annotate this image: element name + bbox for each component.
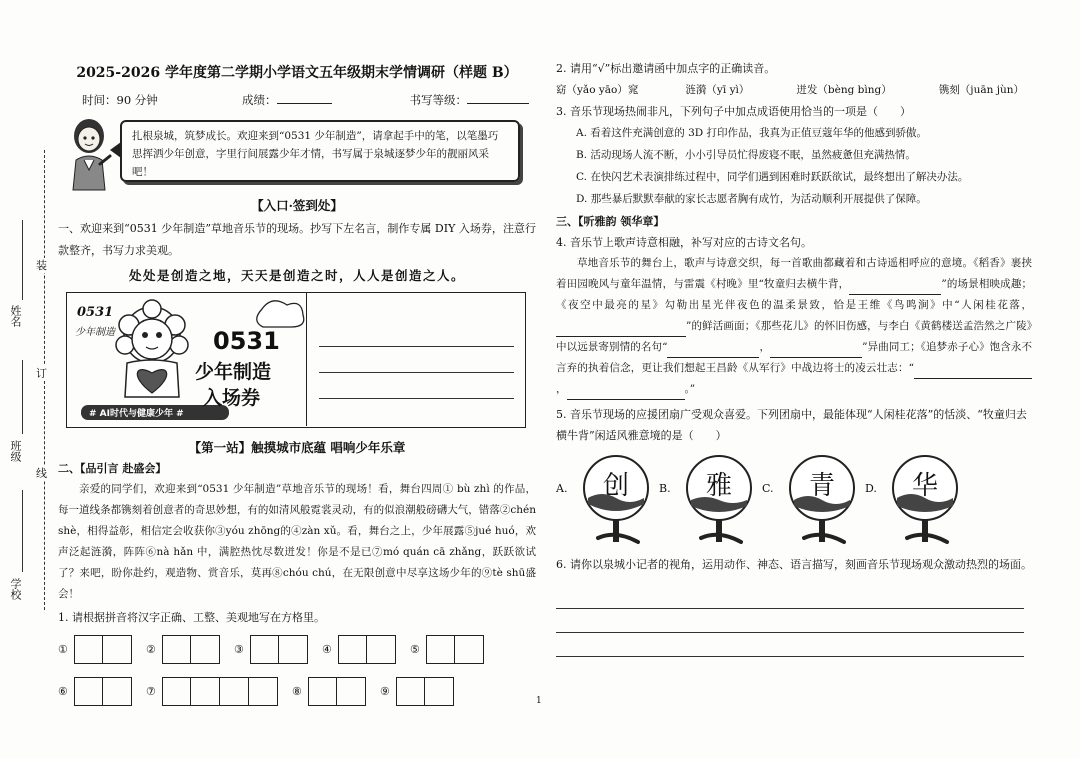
poem-passage-text: ， bbox=[556, 383, 567, 395]
ticket-headline-number: 0531 bbox=[213, 327, 280, 355]
question-6-answer-lines bbox=[556, 585, 1032, 657]
seal-word-xian: 线 bbox=[36, 467, 47, 480]
girl-mascot-icon bbox=[64, 116, 114, 194]
box-number: ① bbox=[58, 642, 68, 656]
fan-option-label: C. bbox=[762, 482, 774, 495]
character-box[interactable] bbox=[308, 677, 337, 706]
character-box-grid bbox=[58, 632, 536, 708]
character-box[interactable] bbox=[425, 677, 454, 706]
pronunciation-item[interactable]: 窈（yǎo yāo）窕 bbox=[556, 84, 639, 96]
answer-line[interactable] bbox=[556, 633, 1024, 657]
fan-character: 华 bbox=[911, 471, 939, 501]
poem-blank[interactable] bbox=[556, 324, 686, 337]
question-3-option-b[interactable]: B. 活动现场人流不断，小小引导员忙得废寝不眠，虽然疲惫但充满热情。 bbox=[576, 149, 916, 161]
box-group-5 bbox=[410, 635, 484, 664]
entrance-banner: 【入口·签到处】 bbox=[251, 198, 343, 213]
fan-option-label: A. bbox=[556, 482, 568, 495]
box-number: ② bbox=[146, 642, 156, 656]
writing-grade-label: 书写等级： bbox=[409, 93, 467, 107]
box-group-2 bbox=[146, 635, 220, 664]
box-group-9 bbox=[380, 677, 454, 706]
round-fan-icon bbox=[887, 454, 965, 546]
question-1-prompt: 一、欢迎来到“0531 少年制造”草地音乐节的现场。抄写下左名言，制作专属 DIY 入场券，注意行款整齐，书写力求美观。 bbox=[58, 222, 536, 257]
box-group-3 bbox=[234, 635, 308, 664]
box-number: ⑥ bbox=[58, 684, 68, 698]
time-label: 时间：90 分钟 bbox=[82, 93, 158, 107]
character-box[interactable] bbox=[396, 677, 425, 706]
fan-option-c[interactable] bbox=[762, 454, 865, 546]
character-box[interactable] bbox=[162, 635, 191, 664]
fan-option-d[interactable] bbox=[865, 454, 968, 546]
round-fan-icon bbox=[784, 454, 862, 546]
poem-blank[interactable] bbox=[849, 282, 941, 295]
class-blank[interactable] bbox=[22, 360, 23, 434]
page-number: 1 bbox=[536, 696, 542, 706]
score-label: 成绩： bbox=[242, 93, 277, 107]
poem-passage-text: ， bbox=[759, 341, 771, 353]
ticket-hashtag: # AI时代与健康少年 # bbox=[89, 409, 184, 419]
character-box[interactable] bbox=[250, 635, 279, 664]
score-blank[interactable] bbox=[277, 92, 332, 104]
character-box[interactable] bbox=[162, 677, 191, 706]
ticket-artwork bbox=[67, 293, 307, 426]
exam-info-row bbox=[58, 92, 536, 108]
character-box[interactable] bbox=[74, 635, 103, 664]
round-fan-icon bbox=[578, 454, 656, 546]
poem-blank[interactable] bbox=[667, 345, 759, 358]
character-box[interactable] bbox=[338, 635, 367, 664]
character-box[interactable] bbox=[103, 635, 132, 664]
pronunciation-item[interactable]: 涟漪（yī yì） bbox=[685, 84, 750, 96]
question-3-option-d[interactable]: D. 那些暴后默默奉献的家长志愿者胸有成竹，为活动顺利开展提供了保障。 bbox=[576, 193, 927, 205]
answer-line[interactable] bbox=[556, 609, 1024, 633]
school-label: 学校 bbox=[9, 578, 22, 600]
character-box[interactable] bbox=[455, 635, 484, 664]
box-number: ⑤ bbox=[410, 642, 420, 656]
diy-ticket bbox=[66, 292, 526, 428]
character-box-row bbox=[58, 674, 536, 708]
ticket-headline-title: 少年制造 bbox=[195, 361, 272, 383]
fan-character: 雅 bbox=[705, 471, 733, 501]
pronunciation-item[interactable]: 迸发（bèng bìng） bbox=[796, 84, 892, 96]
quote-to-copy: 处处是创造之地，天天是创造之时，人人是创造之人。 bbox=[128, 268, 465, 283]
box-number: ⑨ bbox=[380, 684, 390, 698]
question-4-prompt: 4. 音乐节上歌声诗意相融，补写对应的古诗文名句。 bbox=[556, 236, 812, 249]
character-box[interactable] bbox=[191, 635, 220, 664]
section-3-title: 三、【听雅韵 领华章】 bbox=[556, 215, 665, 228]
poem-blank[interactable] bbox=[770, 345, 862, 358]
box-number: ③ bbox=[234, 642, 244, 656]
ticket-headline-ticket: 入场券 bbox=[203, 387, 261, 409]
character-box[interactable] bbox=[103, 677, 132, 706]
fan-character: 青 bbox=[808, 471, 836, 501]
ticket-writing-lines bbox=[319, 321, 514, 399]
question-3-option-c[interactable]: C. 在快闪艺术表演排练过程中，同学们遇到困难时跃跃欲试，最终想出了解决办法。 bbox=[576, 171, 969, 183]
character-box[interactable] bbox=[367, 635, 396, 664]
round-fan-icon bbox=[681, 454, 759, 546]
pronunciation-options bbox=[556, 79, 1032, 101]
class-label: 班级 bbox=[9, 440, 22, 462]
school-blank[interactable] bbox=[22, 490, 23, 572]
question-3-prompt: 3. 音乐节现场热闹非凡，下列句子中加点成语使用恰当的一项是（ ） bbox=[556, 105, 911, 118]
box-number: ⑦ bbox=[146, 684, 156, 698]
poem-passage-text: ”的场景相映成趣；《夜空中最亮的星》勾勒出星光伴夜色的温柔景致，恰是王维《鸟鸣涧》中“人闲桂花落， bbox=[556, 278, 1032, 311]
fan-option-a[interactable] bbox=[556, 454, 659, 546]
binding-strip bbox=[0, 0, 50, 758]
ticket-badge-subtitle: 少年制造 bbox=[75, 327, 115, 338]
ticket-writing-line[interactable] bbox=[319, 373, 514, 399]
box-number: ⑧ bbox=[292, 684, 302, 698]
intro-speech-bubble: 扎根泉城，筑梦成长。欢迎来到“0531 少年制造”，请拿起手中的笔，以笔墨巧思挥洒少年创意，字里行间展露少年才情，书写属于泉城逐梦少年的靓丽风采吧！ bbox=[120, 120, 520, 182]
poem-passage bbox=[556, 253, 1032, 400]
box-group-4 bbox=[322, 635, 396, 664]
fan-options bbox=[556, 454, 1032, 546]
character-box[interactable] bbox=[191, 677, 220, 706]
poem-passage-text: 。” bbox=[684, 383, 696, 395]
answer-line[interactable] bbox=[556, 585, 1024, 609]
character-box[interactable] bbox=[279, 635, 308, 664]
exam-title: 2025-2026 学年度第二学期小学语文五年级期末学情调研（样题 B） bbox=[76, 65, 518, 81]
fan-option-label: B. bbox=[659, 482, 671, 495]
name-label: 姓名 bbox=[9, 305, 22, 327]
station-1-banner: 【第一站】触摸城市底蕴 唱响少年乐章 bbox=[188, 440, 406, 455]
ticket-writing-line[interactable] bbox=[319, 347, 514, 373]
writing-grade-blank[interactable] bbox=[467, 92, 529, 104]
question-5-prompt: 5. 音乐节现场的应援团扇广受观众喜爱。下列团扇中，最能体现“人闲桂花落”的恬淡、“牧童归去横牛背”闲适风雅意境的是（ ） bbox=[556, 408, 1027, 442]
character-box[interactable] bbox=[249, 677, 278, 706]
fan-option-b[interactable] bbox=[659, 454, 762, 546]
right-column bbox=[556, 58, 1032, 657]
character-box[interactable] bbox=[220, 677, 249, 706]
box-number: ④ bbox=[322, 642, 332, 656]
fan-option-label: D. bbox=[865, 482, 877, 495]
question-1-instruction: 1. 请根据拼音将汉字正确、工整、美观地写在方格里。 bbox=[58, 611, 325, 624]
box-group-8 bbox=[292, 677, 366, 706]
character-box[interactable] bbox=[74, 677, 103, 706]
character-box[interactable] bbox=[337, 677, 366, 706]
intro-block bbox=[58, 116, 536, 194]
poem-passage-text: 草地音乐节的舞台上，歌声与诗意交织，每一首歌曲都藏着和古诗遥相呼应的意境。《稻香》裹挟着田园晚风与童年温情，与雷震《村晚》里“牧童归去横牛背， bbox=[556, 257, 1032, 290]
section-2-title: 二、【品引言 赴盛会】 bbox=[58, 462, 167, 475]
poem-blank[interactable] bbox=[567, 387, 685, 400]
invitation-passage: 亲爱的同学们，欢迎来到“0531 少年制造”草地音乐节的现场！看，舞台四周① bù zhì 的作品，每一道线条都镌刻着创意者的奇思妙想，有的如清风般霓裳灵动，有的似浪潮般磅礴大气，错落②chén shè，相得益彰，相信定会收获你③yóu zhōng的④zàn xǔ。看，舞台之上，少年展露⑤jué huó，欢声泛起涟漪，阵阵⑥nà hǎn 中，满腔热忱尽数迸发！你是不是已⑦mó quán cā zhǎng，跃跃欲试了？来吧，盼你赴约，观造物、赏音乐，莫再⑧chóu chú，在无限创意中尽享这场少年的⑨tè shū盛会！ bbox=[58, 483, 536, 600]
character-box-row bbox=[58, 632, 536, 666]
question-2-prompt: 2. 请用“√”标出邀请函中加点字的正确读音。 bbox=[556, 62, 776, 75]
ticket-badge-number: 0531 bbox=[77, 305, 114, 320]
poem-passage-text: ”的鲜活画面；《那些花儿》的怀旧伤感，与李白《黄鹤楼送孟浩然之广陵》中以远景寄别情的名句“ bbox=[556, 320, 1032, 353]
left-column bbox=[58, 58, 536, 716]
box-group-7 bbox=[146, 677, 278, 706]
pronunciation-item[interactable]: 镌刻（juān jùn） bbox=[938, 84, 1024, 96]
poem-passage-text: ”异曲同工；《追梦赤子心》饱含永不言弃的执着信念，更让我们想起王昌龄《从军行》中战边将士的凌云壮志：“ bbox=[556, 341, 1033, 374]
character-box[interactable] bbox=[426, 635, 455, 664]
box-group-6 bbox=[58, 677, 132, 706]
question-6-prompt: 6. 请你以泉城小记者的视角，运用动作、神态、语言描写，刻画音乐节现场观众激动热烈的场面。 bbox=[556, 558, 1032, 571]
poem-blank[interactable] bbox=[914, 366, 1032, 379]
ticket-writing-line[interactable] bbox=[319, 321, 514, 347]
seal-word-zhuang: 装 bbox=[36, 259, 47, 272]
question-3-option-a[interactable]: A. 看着这件充满创意的 3D 打印作品，我真为正值豆蔻年华的他感到骄傲。 bbox=[576, 127, 928, 139]
name-blank[interactable] bbox=[22, 220, 23, 300]
seal-word-ding: 订 bbox=[36, 367, 47, 380]
fan-character: 创 bbox=[602, 471, 630, 501]
box-group-1 bbox=[58, 635, 132, 664]
